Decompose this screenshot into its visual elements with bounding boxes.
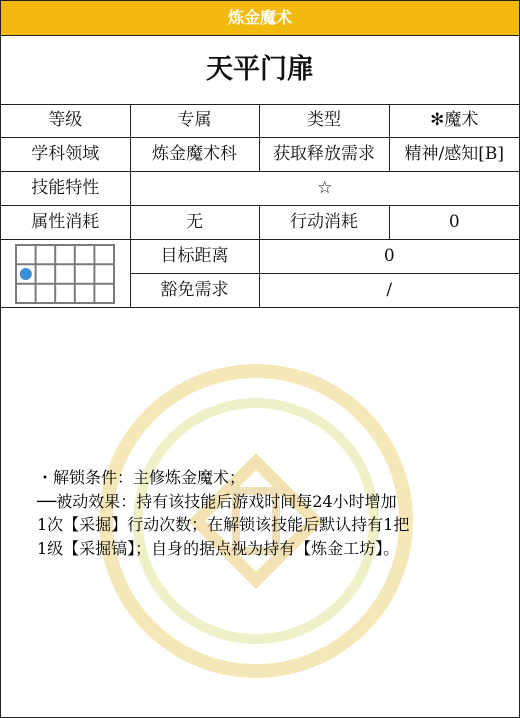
level-label: 等级 [1, 104, 130, 138]
requirement-value: 精神/感知[B] [389, 138, 519, 172]
action-cost-value: 0 [389, 206, 519, 240]
target-distance-value: 0 [259, 240, 519, 274]
save-requirement-value: / [259, 274, 519, 308]
table-row [1, 104, 519, 138]
discipline-label: 学科领域 [1, 138, 130, 172]
table-row [1, 138, 519, 172]
type-label: 类型 [259, 104, 389, 138]
table-row [1, 206, 519, 240]
attribute-cost-value: 无 [130, 206, 259, 240]
category-header: 炼金魔术 [1, 1, 519, 35]
skill-description [37, 466, 497, 560]
skill-attribute-table [1, 104, 519, 308]
level-value: 专属 [130, 104, 259, 138]
target-distance-label: 目标距离 [130, 240, 259, 274]
skill-title: 天平门扉 [1, 35, 519, 105]
trait-label: 技能特性 [1, 172, 130, 206]
action-cost-label: 行动消耗 [259, 206, 389, 240]
save-requirement-label: 豁免需求 [130, 274, 259, 308]
type-value: ✻魔术 [389, 104, 519, 138]
range-grid-cell [1, 240, 130, 308]
unlock-condition: ・解锁条件：主修炼金魔术； [37, 468, 246, 487]
attribute-cost-label: 属性消耗 [1, 206, 130, 240]
trait-value: ☆ [130, 172, 519, 206]
passive-effect-line: 1级【采掘镐】；自身的据点视为持有【炼金工坊】。 [37, 538, 400, 558]
requirement-label: 获取释放需求 [259, 138, 389, 172]
range-grid-marker [20, 268, 32, 280]
table-row [1, 240, 519, 274]
range-grid-icon [15, 244, 115, 304]
discipline-value: 炼金魔术科 [130, 138, 259, 172]
passive-effect-line: ──被动效果：持有该技能后游戏时间每24小时增加 [37, 491, 397, 511]
table-row [1, 172, 519, 206]
passive-effect-line: 1次【采掘】行动次数；在解锁该技能后默认持有1把 [37, 515, 410, 534]
